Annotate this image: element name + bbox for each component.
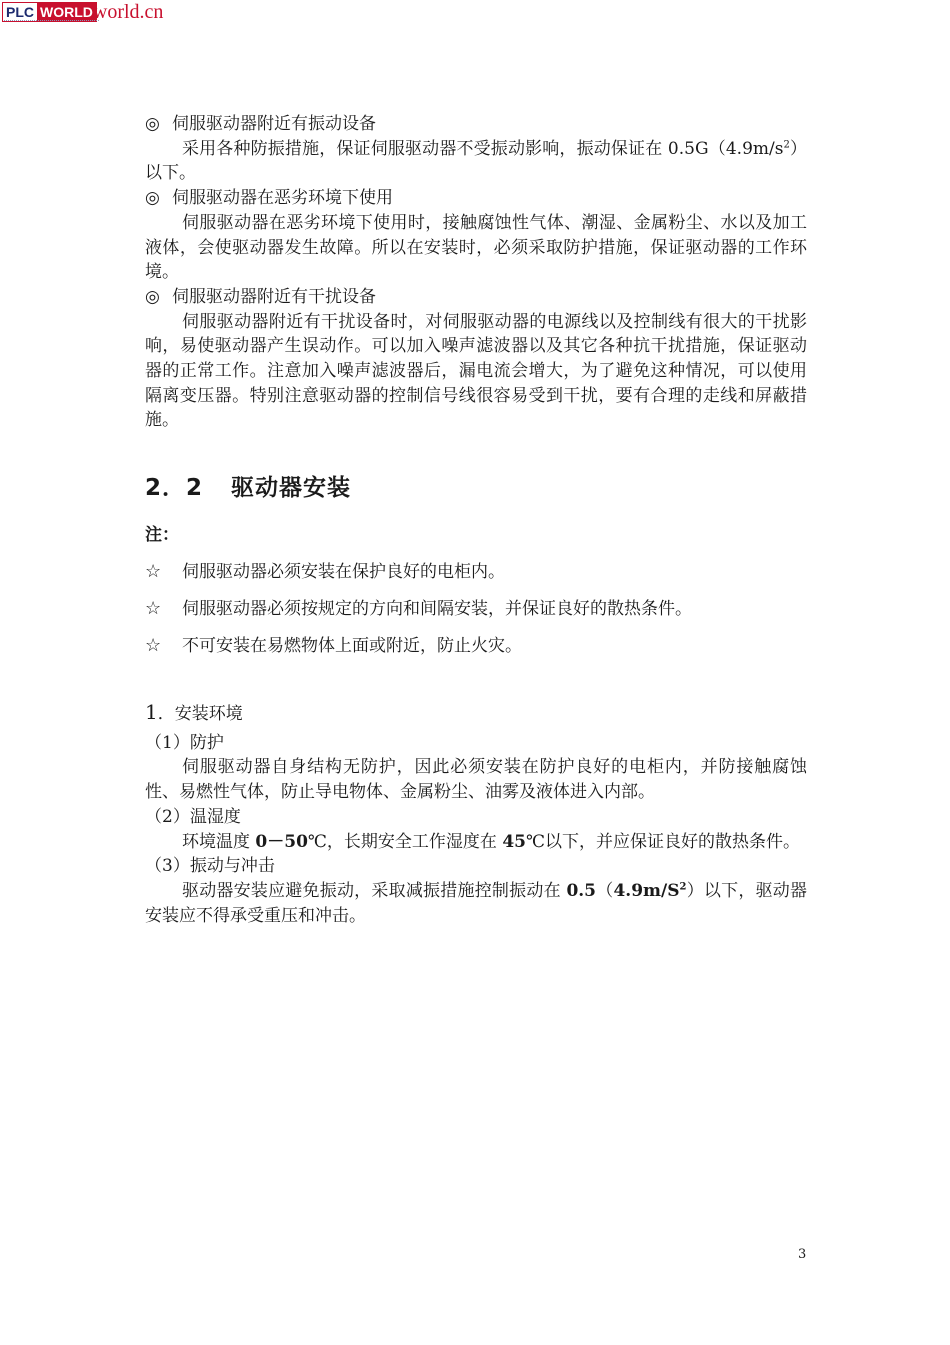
star-icon: ☆ <box>145 561 162 582</box>
logo-world-text: WORLD <box>37 3 96 21</box>
note-text: 伺服驱动器必须按规定的方向和间隔安装，并保证良好的散热条件。 <box>182 599 692 619</box>
superscript: 2 <box>783 139 790 151</box>
subsection-title: ．安装环境 <box>157 704 243 724</box>
sub-label: （1） <box>145 732 190 753</box>
body-text: （ <box>596 880 614 901</box>
body-text: ℃以下，并应保证良好的散热条件。 <box>526 831 801 852</box>
temp-range: 0－50 <box>255 831 308 852</box>
acceleration-value: 4.9m/S <box>613 880 680 901</box>
star-icon: ☆ <box>145 635 162 656</box>
sub-title: 防护 <box>189 732 224 753</box>
note-text: 伺服驱动器必须安装在保护良好的电柜内。 <box>182 562 505 582</box>
item-vibration-title <box>145 112 807 137</box>
note-item <box>145 594 692 619</box>
sub-label: （2） <box>145 806 190 827</box>
logo-plc-text: PLC <box>3 3 37 21</box>
site-logo <box>0 0 163 24</box>
item-harsh-env-body: 伺服驱动器在恶劣环境下使用时，接触腐蚀性气体、潮湿、金属粉尘、水以及加工液体，会使驱动器发生故障。所以在安装时，必须采取防护措施，保证驱动器的工作环境。 <box>145 212 807 283</box>
logo-badge <box>2 2 97 22</box>
body-text: ）以下，驱动器安装应不得承受重压和冲击。 <box>145 880 808 926</box>
sub2-body <box>145 830 807 855</box>
sub3-heading <box>145 854 807 879</box>
sub3-body <box>145 879 807 928</box>
section-environment <box>145 112 807 433</box>
bullet-icon: ◎ <box>145 188 160 209</box>
note-label: 注： <box>145 525 179 545</box>
sub-title: 振动与冲击 <box>189 856 275 877</box>
subsection-heading <box>145 700 807 727</box>
note-item <box>145 557 505 582</box>
item-vibration-body <box>145 137 807 186</box>
bullet-icon: ◎ <box>145 286 160 307</box>
superscript: 2 <box>679 881 687 893</box>
vibration-value: 0.5 <box>566 880 597 901</box>
item-title: 伺服驱动器在恶劣环境下使用 <box>172 188 393 209</box>
star-icon: ☆ <box>145 598 162 619</box>
sub2-heading <box>145 805 807 830</box>
item-interference-title <box>145 285 807 310</box>
item-title: 伺服驱动器附近有干扰设备 <box>172 286 376 307</box>
section-title: 驱动器安装 <box>231 475 352 501</box>
page-number: 3 <box>798 1247 807 1262</box>
section-heading <box>145 474 351 502</box>
item-harsh-env-title <box>145 186 807 211</box>
note-text: 不可安装在易燃物体上面或附近，防止火灾。 <box>182 636 522 656</box>
subsection-number: 1 <box>145 700 158 724</box>
sub-title: 温湿度 <box>189 806 241 827</box>
sub-label: （3） <box>145 856 190 877</box>
body-text: 环境温度 <box>182 831 256 852</box>
bullet-icon: ◎ <box>145 114 160 134</box>
logo-underline <box>4 20 99 24</box>
body-text: ℃，长期安全工作湿度在 <box>307 831 503 852</box>
humidity-value: 45 <box>502 831 526 852</box>
item-title: 伺服驱动器附近有振动设备 <box>172 114 376 134</box>
body-text: ）以下。 <box>145 138 807 184</box>
item-interference-body: 伺服驱动器附近有干扰设备时，对伺服驱动器的电源线以及控制线有很大的干扰影响，易使驱动器产生误动作。可以加入噪声滤波器以及其它各种抗干扰措施，保证驱动器的正常工作。注意加入噪声滤波器后，漏电流会增大，为了避免这种情况，可以使用隔离变压器。特别注意驱动器的控制信号线很容易受到干扰，要有合理的走线和屏蔽措施。 <box>145 311 807 431</box>
section-install-env <box>145 700 807 928</box>
body-text: 驱动器安装应避免振动，采取减振措施控制振动在 <box>182 880 567 901</box>
sub1-heading <box>145 731 807 756</box>
logo-url-text: world.cn <box>92 1 164 23</box>
section-number: 2．2 <box>145 475 204 501</box>
sub1-body: 伺服驱动器自身结构无防护，因此必须安装在防护良好的电柜内，并防接触腐蚀性、易燃性气体，防止导电物体、金属粉尘、油雾及液体进入内部。 <box>145 757 807 803</box>
note-item <box>145 631 522 656</box>
body-text: 采用各种防振措施，保证伺服驱动器不受振动影响，振动保证在 0.5G（4.9m/s <box>182 138 784 159</box>
